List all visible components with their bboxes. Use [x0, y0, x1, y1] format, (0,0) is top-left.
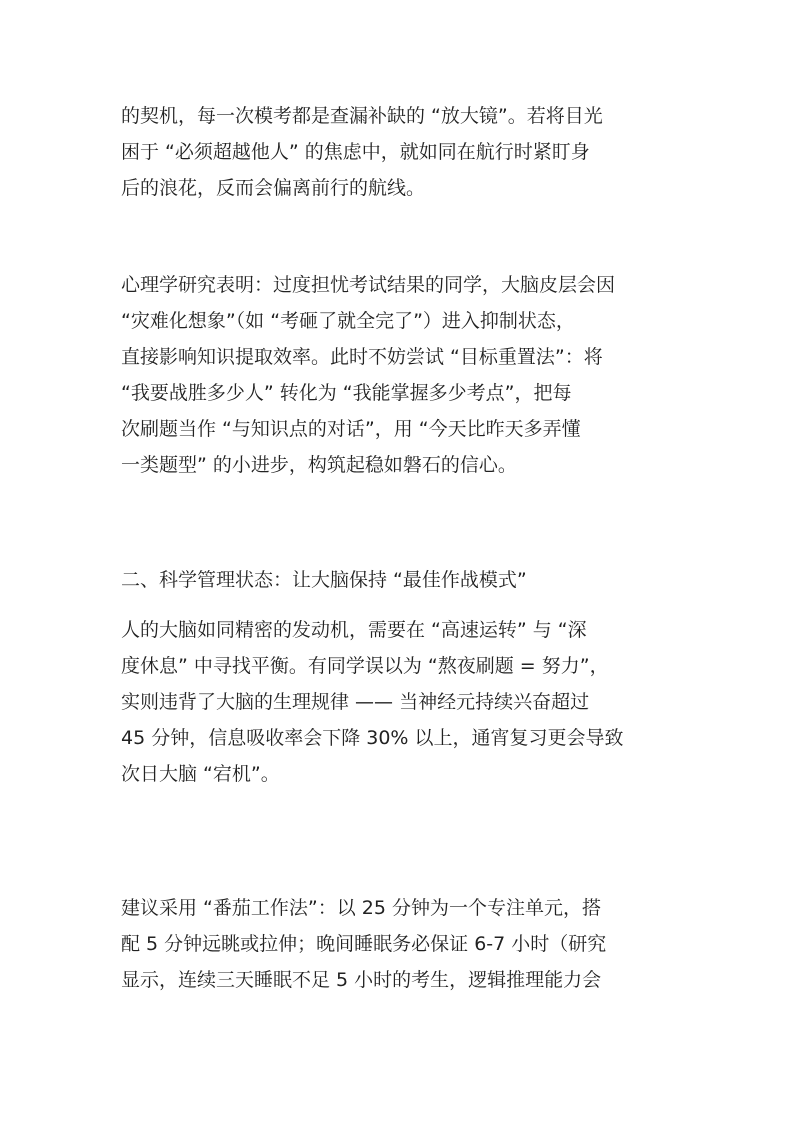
text-line: 人的大脑如同精密的发动机，需要在 “高速运转” 与 “深: [121, 619, 587, 641]
text-line: “灾难化想象”（如 “考砸了就全完了”）进入抑制状态，: [121, 310, 575, 332]
text-line: “我要战胜多少人” 转化为 “我能掌握多少考点”，把每: [121, 382, 572, 404]
paragraph-exam-mindset: [121, 98, 681, 206]
text-line: 困于 “必须超越他人” 的焦虑中，就如同在航行时紧盯身: [121, 141, 590, 163]
text-line: 配 5 分钟远眺或拉伸；晚间睡眠务必保证 6-7 小时（研究: [121, 933, 607, 955]
text-line: 一类题型” 的小进步，构筑起稳如磐石的信心。: [121, 454, 517, 476]
paragraph-pomodoro-advice: [121, 890, 681, 998]
text-line: 显示，连续三天睡眠不足 5 小时的考生，逻辑推理能力会: [121, 969, 602, 991]
text-line: 45 分钟，信息吸收率会下降 30% 以上，通宵复习更会导致: [121, 727, 624, 749]
text-line: 建议采用 “番茄工作法”：以 25 分钟为一个专注单元，搭: [121, 897, 601, 919]
text-line: 后的浪花，反而会偏离前行的航线。: [121, 177, 426, 199]
heading-text: 二、科学管理状态：让大脑保持 “最佳作战模式”: [121, 569, 527, 591]
text-line: 实则违背了大脑的生理规律 —— 当神经元持续兴奋超过: [121, 691, 590, 713]
text-line: 的契机，每一次模考都是查漏补缺的 “放大镜”。若将目光: [121, 105, 603, 127]
paragraph-brain-engine: [121, 612, 681, 792]
text-line: 度休息” 中寻找平衡。有同学误以为 “熬夜刷题 = 努力”，: [121, 655, 609, 677]
text-line: 次刷题当作 “与知识点的对话”，用 “今天比昨天多弄懂: [121, 418, 581, 440]
paragraph-psychology-research: [121, 267, 681, 483]
text-line: 心理学研究表明：过度担忧考试结果的同学，大脑皮层会因: [121, 274, 616, 296]
section-heading: [121, 562, 681, 598]
text-line: 直接影响知识提取效率。此时不妨尝试 “目标重置法”：将: [121, 346, 603, 368]
text-line: 次日大脑 “宕机”。: [121, 763, 280, 785]
